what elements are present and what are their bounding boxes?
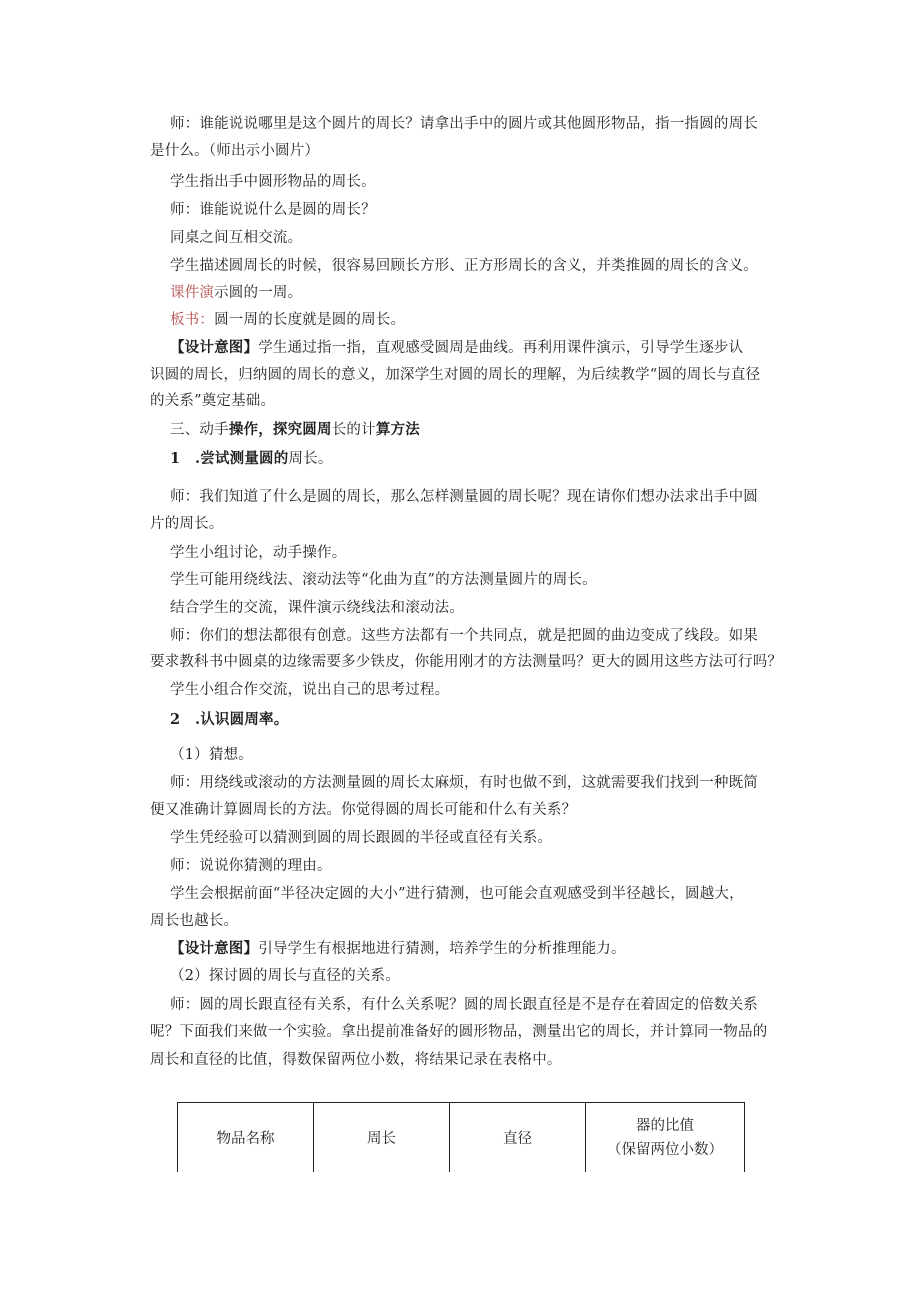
- paragraph: 识圆的周长，归纳圆的周长的意义，加深学生对圆的周长的理解，为后续教学“圆的周长与直径: [150, 367, 761, 383]
- paragraph-text: 引导学生有根据地进行猜测，培养学生的分析推理能力。: [258, 941, 626, 957]
- heading-text: 周长。: [288, 451, 333, 467]
- paragraph: 学生凭经验可以猜测到圆的周长跟圆的半径或直径有关系。: [170, 830, 553, 846]
- paragraph: 结合学生的交流，课件演示绕线法和滚动法。: [170, 600, 464, 616]
- paragraph: 师：谁能说说哪里是这个圆片的周长？请拿出手中的圆片或其他圆形物品，指一指圆的周长: [170, 116, 758, 132]
- heading-text: 三、动手: [170, 422, 229, 438]
- paragraph: 师：谁能说说什么是圆的周长？: [170, 202, 376, 218]
- heading-text: 长的计: [331, 422, 376, 438]
- paragraph: 学生指出手中圆形物品的周长。: [170, 174, 376, 190]
- paragraph: 学生描述圆周长的时候，很容易回顾长方形、正方形周长的含义，并类推圆的周长的含义。: [170, 258, 758, 274]
- table-header-row: [178, 1103, 745, 1173]
- paragraph: 呢？下面我们来做一个实验。拿出提前准备好的圆形物品，测量出它的周长，并计算同一物品的: [150, 1024, 768, 1040]
- table-header-cell: 物品名称: [178, 1103, 314, 1173]
- heading-text: 算方法: [375, 421, 420, 438]
- paragraph: 学生可能用绕线法、滚动法等“化曲为直”的方法测量圆片的周长。: [170, 572, 597, 588]
- record-table: [177, 1102, 745, 1172]
- paragraph: 同桌之间互相交流。: [170, 230, 303, 246]
- paragraph: 周长和直径的比值，得数保留两位小数，将结果记录在表格中。: [150, 1052, 562, 1068]
- paragraph: 学生小组讨论，动手操作。: [170, 545, 347, 561]
- paragraph: （1）猜想。: [170, 747, 253, 763]
- paragraph: 师：我们知道了什么是圆的周长，那么怎样测量圆的周长呢？现在请你们想办法求出手中圆: [170, 489, 758, 505]
- design-intent: [170, 338, 743, 358]
- design-intent-label: 【设计意图】: [170, 940, 259, 957]
- table-header-text: （保留两位小数）: [607, 1141, 723, 1158]
- paragraph: 是什么。（师出示小圆片）: [150, 143, 320, 159]
- subsection-heading: [170, 449, 333, 469]
- paragraph-text: 圆一周的长度就是圆的周长。: [214, 312, 406, 328]
- paragraph: 的关系”奠定基础。: [150, 393, 276, 409]
- design-intent-label: 【设计意图】: [170, 339, 259, 356]
- heading-text: 操作，探究圆周: [228, 421, 332, 438]
- paragraph: 片的周长。: [150, 516, 224, 532]
- paragraph-text: 示圆的一周。: [214, 285, 303, 301]
- paragraph: 要求教科书中圆桌的边缘需要多少铁皮，你能用刚才的方法测量吗？更大的圆用这些方法可行吗？: [150, 654, 783, 670]
- highlight-text: 课件演: [170, 285, 215, 301]
- section-heading: [170, 420, 420, 440]
- paragraph: [170, 283, 302, 303]
- heading-text: 1 .尝试测量圆的: [170, 450, 289, 467]
- paragraph: 师：你们的想法都很有创意。这些方法都有一个共同点，就是把圆的曲边变成了线段。如果: [170, 628, 758, 644]
- paragraph: 便又准确计算圆周长的方法。你觉得圆的周长可能和什么有关系？: [150, 802, 577, 818]
- paragraph: [170, 310, 405, 330]
- table-header-cell: 周长: [314, 1103, 450, 1173]
- table-header-cell: [586, 1103, 745, 1173]
- design-intent: [170, 939, 626, 959]
- paragraph: 周长也越长。: [150, 913, 239, 929]
- paragraph: 师：用绕线或滚动的方法测量圆的周长太麻烦，有时也做不到，这就需要我们找到一种既简: [170, 775, 758, 791]
- table-header-cell: 直径: [450, 1103, 586, 1173]
- paragraph: 学生小组合作交流，说出自己的思考过程。: [170, 682, 450, 698]
- table-header-text: 器的比值: [636, 1117, 694, 1134]
- paragraph: （2）探讨圆的周长与直径的关系。: [170, 968, 400, 984]
- paragraph: 师：圆的周长跟直径有关系，有什么关系呢？圆的周长跟直径是不是存在着固定的倍数关系: [170, 997, 758, 1013]
- subsection-heading: 2 .认识圆周率。: [170, 711, 289, 728]
- paragraph: 师：说说你猜测的理由。: [170, 858, 332, 874]
- blackboard-label: 板书：: [170, 312, 215, 328]
- paragraph-text: 学生通过指一指，直观感受圆周是曲线。再利用课件演示，引导学生逐步认: [258, 340, 744, 356]
- paragraph: 学生会根据前面“半径决定圆的大小”进行猜测，也可能会直观感受到半径越长，圆越大，: [170, 886, 744, 902]
